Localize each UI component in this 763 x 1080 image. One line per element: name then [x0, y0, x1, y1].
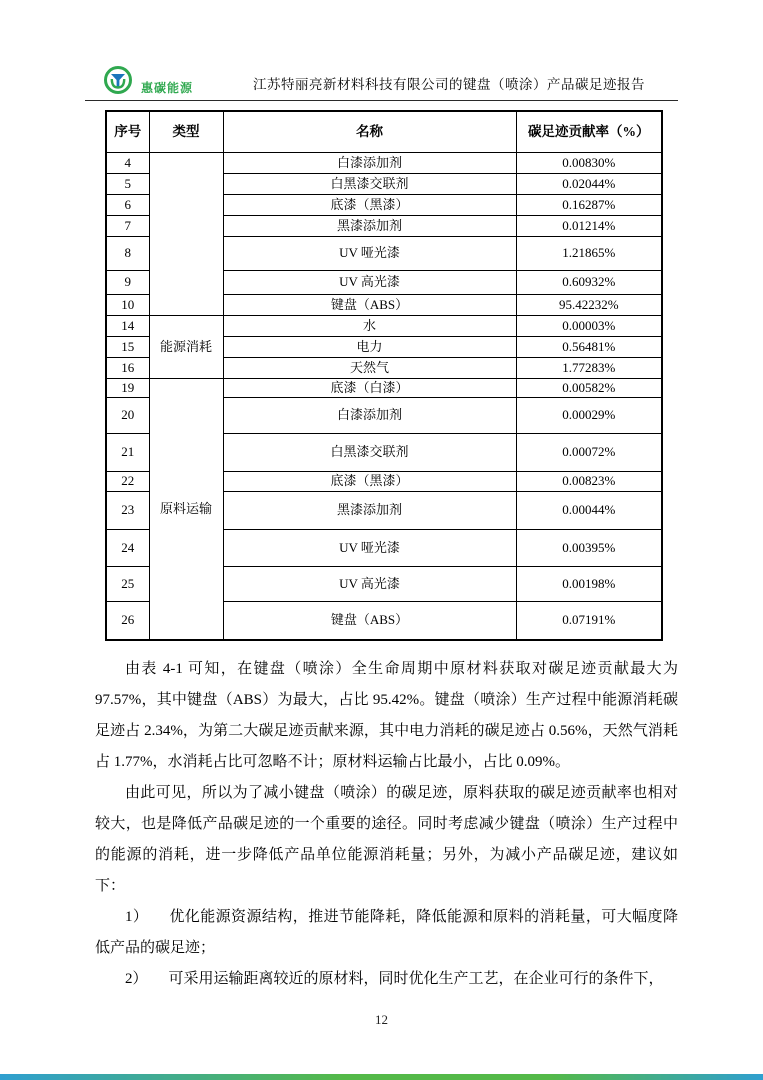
- cell-seq: 21: [106, 434, 149, 472]
- column-header-type: 类型: [149, 111, 223, 153]
- cell-name: 水: [223, 316, 516, 337]
- cell-value: 0.16287%: [516, 195, 662, 216]
- company-logo: [85, 64, 193, 100]
- cell-type: 能源消耗: [149, 316, 223, 379]
- list-marker: 1）: [125, 909, 149, 925]
- paragraph-analysis: 由表 4-1 可知，在键盘（喷涂）全生命周期中原材料获取对碳足迹贡献最大为 97.57%，其中键盘（ABS）为最大，占比 95.42%。键盘（喷涂）生产过程中能源消耗碳足迹占 2.34%，为第二大碳足迹贡献来源，其中电力消耗的碳足迹占 0.56%，天然气消耗占 1.77%，水消耗占比可忽略不计；原材料运输占比最小，占比 0.09%。: [95, 661, 678, 770]
- cell-name: 白黑漆交联剂: [223, 174, 516, 195]
- cell-type: 原料运输: [149, 379, 223, 640]
- cell-name: 天然气: [223, 358, 516, 379]
- contribution-table: [105, 110, 663, 641]
- table-row: [106, 316, 662, 337]
- body-text: [95, 654, 678, 995]
- list-item: [95, 902, 678, 964]
- cell-seq: 15: [106, 337, 149, 358]
- cell-seq: 25: [106, 567, 149, 602]
- list-item: [95, 964, 678, 995]
- cell-value: 0.60932%: [516, 271, 662, 295]
- cell-seq: 16: [106, 358, 149, 379]
- cell-value: 0.02044%: [516, 174, 662, 195]
- cell-seq: 10: [106, 295, 149, 316]
- cell-value: 0.00029%: [516, 398, 662, 434]
- cell-seq: 6: [106, 195, 149, 216]
- cell-value: 0.00072%: [516, 434, 662, 472]
- cell-name: 键盘（ABS）: [223, 295, 516, 316]
- cell-seq: 8: [106, 237, 149, 271]
- cell-name: 白黑漆交联剂: [223, 434, 516, 472]
- logo-text: 惠碳能源: [141, 81, 194, 95]
- cell-seq: 14: [106, 316, 149, 337]
- list-text: 优化能源资源结构，推进节能降耗，降低能源和原料的消耗量，可大幅度降低产品的碳足迹；: [95, 909, 678, 956]
- cell-value: 0.01214%: [516, 216, 662, 237]
- cell-seq: 7: [106, 216, 149, 237]
- cell-name: 电力: [223, 337, 516, 358]
- cell-name: 键盘（ABS）: [223, 602, 516, 640]
- table-row: [106, 379, 662, 398]
- cell-value: 0.00198%: [516, 567, 662, 602]
- cell-seq: 5: [106, 174, 149, 195]
- logo-icon: [102, 64, 134, 98]
- page-header: [85, 50, 678, 101]
- table-header-row: [106, 111, 662, 153]
- column-header-name: 名称: [223, 111, 516, 153]
- cell-seq: 22: [106, 472, 149, 492]
- table-row: [106, 153, 662, 174]
- cell-name: 黑漆添加剂: [223, 492, 516, 530]
- cell-name: 黑漆添加剂: [223, 216, 516, 237]
- cell-value: 1.21865%: [516, 237, 662, 271]
- column-header-value: 碳足迹贡献率（%）: [516, 111, 662, 153]
- cell-value: 0.00395%: [516, 530, 662, 567]
- cell-name: 底漆（白漆）: [223, 379, 516, 398]
- cell-value: 0.00582%: [516, 379, 662, 398]
- cell-name: 底漆（黑漆）: [223, 195, 516, 216]
- list-text: 可采用运输距离较近的原材料，同时优化生产工艺，在企业可行的条件下，: [168, 971, 664, 987]
- list-marker: 2）: [125, 971, 148, 987]
- cell-seq: 9: [106, 271, 149, 295]
- cell-name: 底漆（黑漆）: [223, 472, 516, 492]
- cell-seq: 26: [106, 602, 149, 640]
- cell-value: 0.00823%: [516, 472, 662, 492]
- cell-seq: 4: [106, 153, 149, 174]
- cell-name: UV 哑光漆: [223, 530, 516, 567]
- cell-value: 0.00044%: [516, 492, 662, 530]
- cell-name: 白漆添加剂: [223, 398, 516, 434]
- cell-name: UV 高光漆: [223, 567, 516, 602]
- cell-value: 95.42232%: [516, 295, 662, 316]
- cell-name: 白漆添加剂: [223, 153, 516, 174]
- cell-name: UV 高光漆: [223, 271, 516, 295]
- cell-type: [149, 153, 223, 316]
- cell-seq: 24: [106, 530, 149, 567]
- cell-value: 0.00003%: [516, 316, 662, 337]
- paragraph-conclusion: 由此可见，所以为了减小键盘（喷涂）的碳足迹，原料获取的碳足迹贡献率也相对较大，也是降低产品碳足迹的一个重要的途径。同时考虑减少键盘（喷涂）生产过程中的能源的消耗，进一步降低产品单位能源消耗量；另外，为减小产品碳足迹，建议如下：: [95, 785, 678, 894]
- page-number: 12: [375, 1012, 388, 1027]
- cell-value: 1.77283%: [516, 358, 662, 379]
- cell-seq: 19: [106, 379, 149, 398]
- cell-seq: 20: [106, 398, 149, 434]
- cell-value: 0.56481%: [516, 337, 662, 358]
- header-title: 江苏特丽亮新材料科技有限公司的键盘（喷涂）产品碳足迹报告: [253, 77, 646, 92]
- cell-value: 0.07191%: [516, 602, 662, 640]
- page-footer: [0, 1012, 763, 1028]
- footer-color-bar: [0, 1074, 763, 1080]
- cell-seq: 23: [106, 492, 149, 530]
- column-header-seq: 序号: [106, 111, 149, 153]
- cell-name: UV 哑光漆: [223, 237, 516, 271]
- cell-value: 0.00830%: [516, 153, 662, 174]
